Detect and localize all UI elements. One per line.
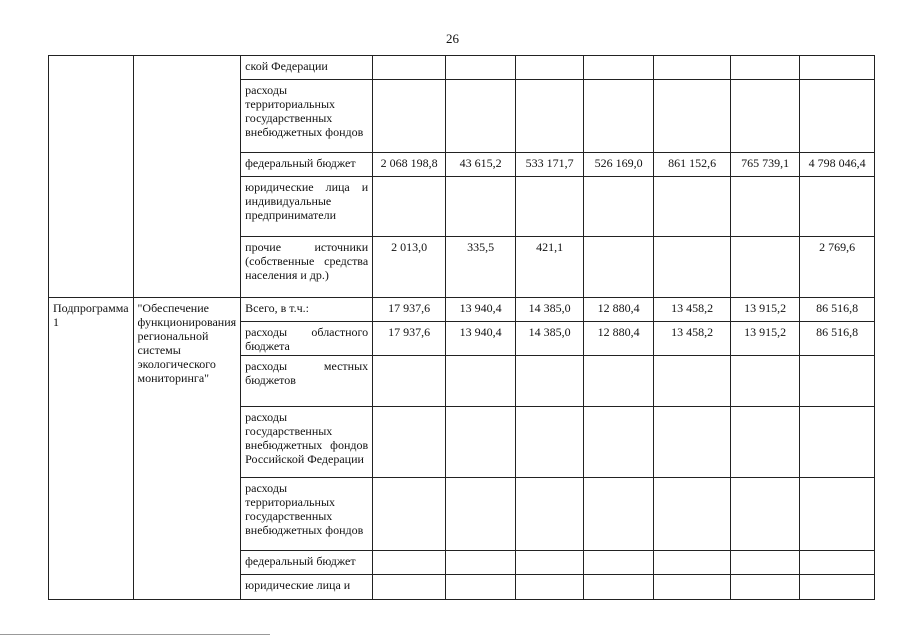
value-cell [373, 551, 446, 575]
value-cell [446, 80, 516, 153]
value-cell [516, 177, 584, 237]
value-cell: 526 169,0 [584, 153, 654, 177]
value-cell: 2 769,6 [800, 237, 875, 298]
subprogram-code: Подпрограмма 1 [49, 298, 134, 600]
value-cell [584, 177, 654, 237]
value-cell: 14 385,0 [516, 322, 584, 356]
value-cell: 12 880,4 [584, 298, 654, 322]
funding-source-label: юридические лица и индивидуальные предприниматели [241, 177, 373, 237]
value-cell: 17 937,6 [373, 322, 446, 356]
value-cell: 2 013,0 [373, 237, 446, 298]
value-cell [516, 56, 584, 80]
value-cell [516, 478, 584, 551]
value-cell: 13 458,2 [654, 298, 731, 322]
value-cell [446, 551, 516, 575]
value-cell [373, 356, 446, 407]
page-number: 26 [446, 31, 459, 46]
value-cell: 4 798 046,4 [800, 153, 875, 177]
value-cell [731, 356, 800, 407]
subprogram-name: "Обеспечение функционирования региональной системы экологического мониторинга" [133, 298, 241, 600]
value-cell [584, 80, 654, 153]
value-cell [373, 575, 446, 600]
value-cell [731, 478, 800, 551]
value-cell [446, 56, 516, 80]
funding-source-label: Всего, в т.ч.: [241, 298, 373, 322]
value-cell [654, 80, 731, 153]
value-cell [654, 575, 731, 600]
value-cell [731, 177, 800, 237]
value-cell [654, 478, 731, 551]
value-cell: 335,5 [446, 237, 516, 298]
value-cell [731, 56, 800, 80]
value-cell [654, 56, 731, 80]
budget-table [48, 55, 875, 600]
value-cell: 13 940,4 [446, 322, 516, 356]
value-cell [654, 237, 731, 298]
value-cell [446, 575, 516, 600]
value-cell: 421,1 [516, 237, 584, 298]
value-cell: 765 739,1 [731, 153, 800, 177]
value-cell [731, 551, 800, 575]
value-cell [516, 356, 584, 407]
value-cell [516, 575, 584, 600]
value-cell [731, 407, 800, 478]
funding-source-label: ской Федерации [241, 56, 373, 80]
value-cell [584, 551, 654, 575]
funding-source-label: федеральный бюджет [241, 551, 373, 575]
value-cell [584, 478, 654, 551]
funding-source-label: расходы территориальных государственных внебюджетных фондов [241, 80, 373, 153]
value-cell [654, 356, 731, 407]
value-cell [800, 177, 875, 237]
value-cell [373, 80, 446, 153]
value-cell [800, 56, 875, 80]
value-cell [731, 80, 800, 153]
table-row [49, 56, 875, 80]
value-cell [800, 478, 875, 551]
value-cell [373, 478, 446, 551]
value-cell: 2 068 198,8 [373, 153, 446, 177]
value-cell [516, 551, 584, 575]
value-cell [800, 407, 875, 478]
table-row [49, 298, 875, 322]
value-cell [731, 237, 800, 298]
value-cell: 14 385,0 [516, 298, 584, 322]
value-cell [654, 551, 731, 575]
funding-source-label: юридические лица и [241, 575, 373, 600]
value-cell: 861 152,6 [654, 153, 731, 177]
value-cell: 86 516,8 [800, 298, 875, 322]
value-cell [654, 177, 731, 237]
funding-source-label: федеральный бюджет [241, 153, 373, 177]
value-cell [800, 575, 875, 600]
value-cell [373, 407, 446, 478]
value-cell: 86 516,8 [800, 322, 875, 356]
value-cell [584, 356, 654, 407]
value-cell [516, 407, 584, 478]
value-cell [446, 478, 516, 551]
value-cell [373, 177, 446, 237]
continued-name-cell [133, 56, 241, 298]
funding-source-label: расходы территориальных государственных внебюджетных фондов [241, 478, 373, 551]
value-cell [584, 575, 654, 600]
value-cell: 13 915,2 [731, 298, 800, 322]
value-cell [654, 407, 731, 478]
value-cell: 13 940,4 [446, 298, 516, 322]
value-cell: 13 458,2 [654, 322, 731, 356]
value-cell [516, 80, 584, 153]
value-cell [446, 177, 516, 237]
value-cell [446, 356, 516, 407]
value-cell [800, 80, 875, 153]
value-cell: 13 915,2 [731, 322, 800, 356]
value-cell [584, 56, 654, 80]
value-cell: 43 615,2 [446, 153, 516, 177]
value-cell [584, 237, 654, 298]
page-edge-line [0, 634, 270, 635]
value-cell: 533 171,7 [516, 153, 584, 177]
value-cell [584, 407, 654, 478]
funding-source-label: расходы областного бюджета [241, 322, 373, 356]
funding-source-label: прочие источники (собственные средства населения и др.) [241, 237, 373, 298]
value-cell [373, 56, 446, 80]
funding-source-label: расходы местных бюджетов [241, 356, 373, 407]
value-cell [731, 575, 800, 600]
value-cell [800, 551, 875, 575]
continued-program-cell [49, 56, 134, 298]
value-cell: 17 937,6 [373, 298, 446, 322]
value-cell: 12 880,4 [584, 322, 654, 356]
value-cell [446, 407, 516, 478]
funding-source-label: расходы государственных внебюджетных фондов Российской Федерации [241, 407, 373, 478]
value-cell [800, 356, 875, 407]
